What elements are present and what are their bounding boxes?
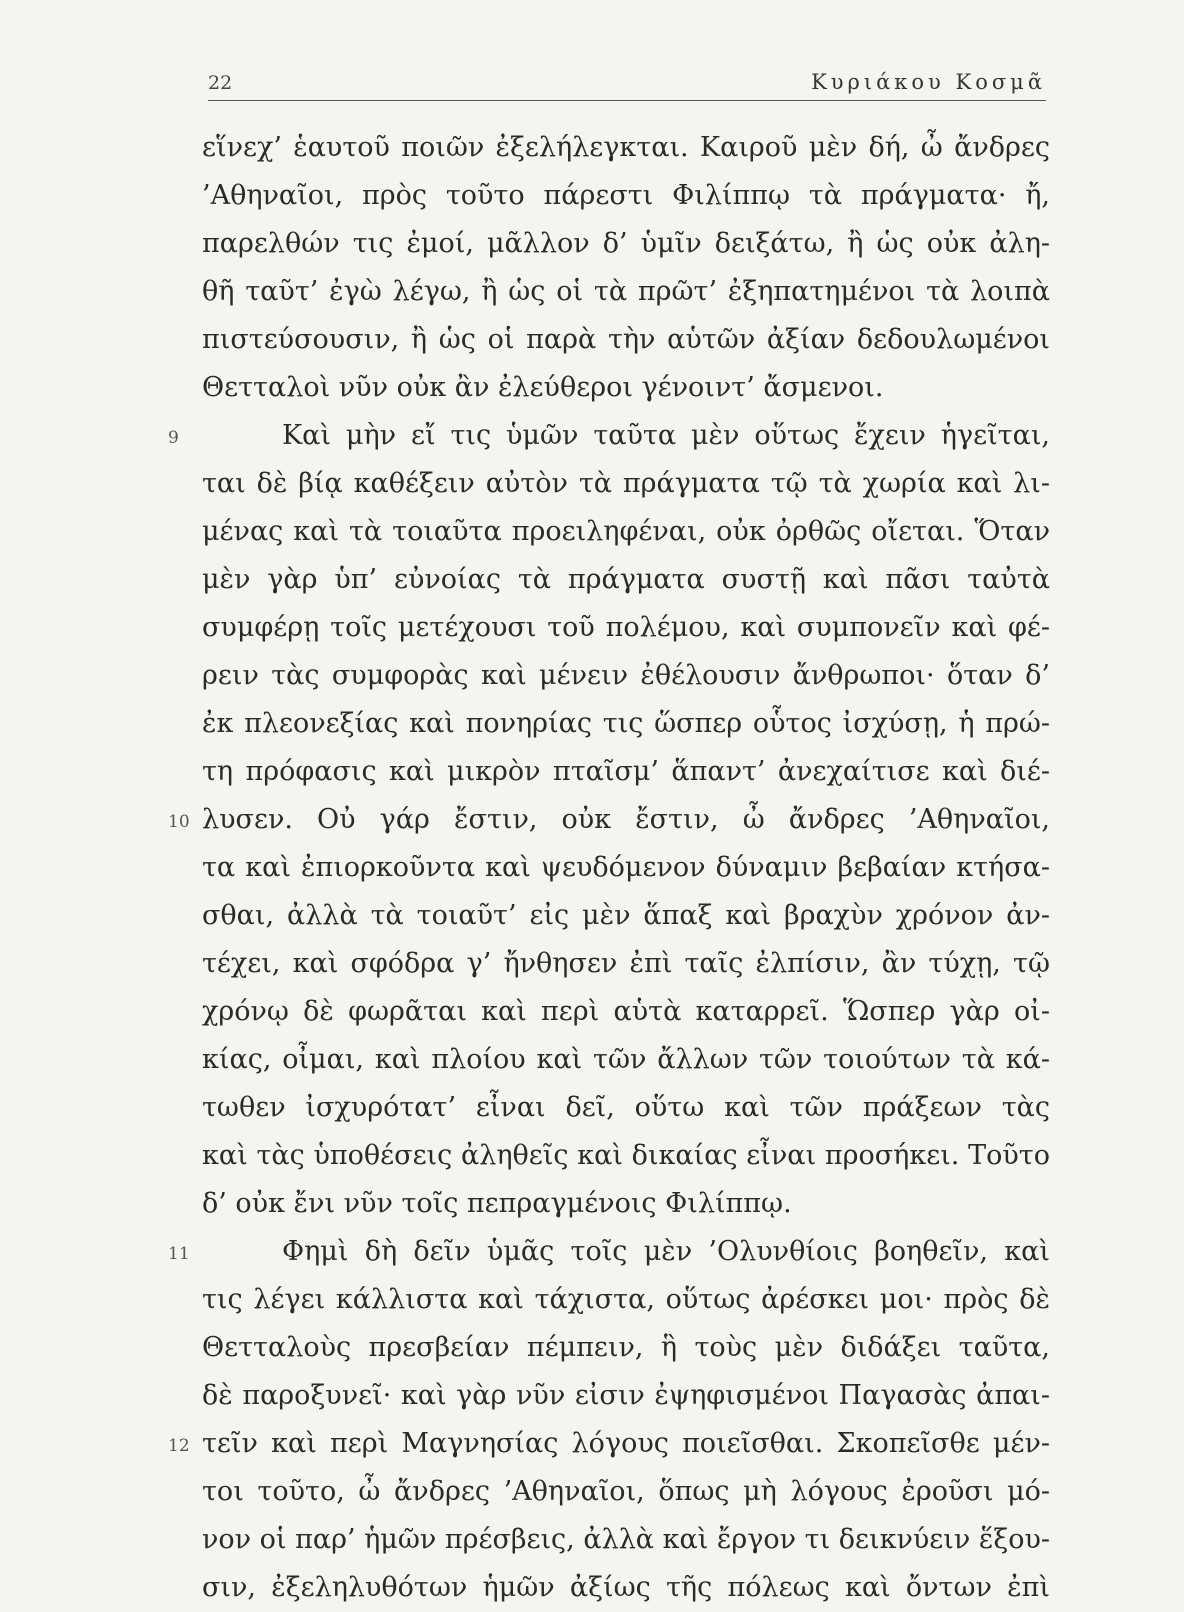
line-text: τωθεν ἰσχυρότατ’ εἶναι δεῖ, οὕτω καὶ τῶν πράξεων τὰς [202,1092,1050,1123]
line-text: δ’ οὐκ ἔνι νῦν τοῖς πεπραγμένοις Φιλίππῳ. [202,1188,792,1219]
line-text: κίας, οἶμαι, καὶ πλοίου καὶ τῶν ἄλλων τῶν τοιούτων τὰ κά- [202,1044,1050,1075]
text-line [202,1372,1050,1420]
line-text: παρελθών τις ἐμοί, μᾶλλον δ’ ὑμῖν δειξάτω, ἢ ὡς οὐκ ἀλη- [202,228,1050,259]
line-text: τη πρόφασις καὶ μικρὸν πταῖσμ’ ἅπαντ’ ἀνεχαίτισε καὶ διέ- [202,756,1050,787]
running-head: Κυριάκου Κοσμᾶ [811,70,1046,94]
line-text: τέχει, καὶ σφόδρα γ’ ἤνθησεν ἐπὶ ταῖς ἐλπίσιν, ἂν τύχῃ, τῷ [202,948,1050,979]
line-text: πιστεύσουσιν, ἢ ὡς οἱ παρὰ τὴν αὑτῶν ἀξίαν δεδουλωμένοι [202,324,1050,355]
text-line [202,652,1050,700]
text-line [202,940,1050,988]
text-line [202,268,1050,316]
text-line [202,316,1050,364]
line-text: Θετταλοὺς πρεσβείαν πέμπειν, ἣ τοὺς μὲν διδάξει ταῦτα, [202,1332,1050,1363]
text-line [168,1228,1050,1276]
text-line [202,1132,1050,1180]
line-text: ’Αθηναῖοι, πρὸς τοῦτο πάρεστι Φιλίππῳ τὰ πράγματα· ἤ, [202,180,1050,211]
line-text: Καὶ μὴν εἴ τις ὑμῶν ταῦτα μὲν οὕτως ἔχειν ἡγεῖται, [282,420,1050,451]
line-text: σθαι, ἀλλὰ τὰ τοιαῦτ’ εἰς μὲν ἅπαξ καὶ βραχὺν χρόνον ἀν- [202,900,1050,931]
line-text: λυσεν. Οὐ γάρ ἔστιν, οὐκ ἔστιν, ὦ ἄνδρες ’Αθηναῖοι, [202,804,1050,835]
text-line [202,172,1050,220]
text-line [202,1324,1050,1372]
line-text: εἵνεχ’ ἑαυτοῦ ποιῶν ἐξελήλεγκται. Καιροῦ μὲν δή, ὦ ἄνδρες [202,132,1050,163]
line-text: δὲ παροξυνεῖ· καὶ γὰρ νῦν εἰσιν ἐψηφισμένοι Παγασὰς ἀπαι- [202,1380,1050,1411]
line-text: θῆ ταῦτ’ ἐγὼ λέγω, ἢ ὡς οἱ τὰ πρῶτ’ ἐξηπατημένοι τὰ λοιπὰ [202,276,1050,307]
text-line [202,748,1050,796]
text-line [202,1036,1050,1084]
text-line [202,508,1050,556]
line-text: τις λέγει κάλλιστα καὶ τάχιστα, οὕτως ἀρέσκει μοι· πρὸς δὲ [202,1284,1050,1315]
line-text: συμφέρῃ τοῖς μετέχουσι τοῦ πολέμου, καὶ συμπονεῖν καὶ φέ- [202,612,1050,643]
section-number: 12 [168,1436,190,1456]
page-header [208,66,1046,101]
text-line [202,604,1050,652]
text-line [202,892,1050,940]
text-line [202,1276,1050,1324]
line-text: χρόνῳ δὲ φωρᾶται καὶ περὶ αὑτὰ καταρρεῖ. Ὥσπερ γὰρ οἰ- [202,996,1050,1027]
line-text: τοι τοῦτο, ὦ ἄνδρες ’Αθηναῖοι, ὅπως μὴ λόγους ἐροῦσι μό- [202,1476,1050,1507]
line-text: ἐκ πλεονεξίας καὶ πονηρίας τις ὥσπερ οὗτος ἰσχύσῃ, ἡ πρώ- [202,708,1050,739]
line-text: μὲν γὰρ ὑπ’ εὐνοίας τὰ πράγματα συστῇ καὶ πᾶσι ταὐτὰ [202,564,1050,595]
line-text: Φημὶ δὴ δεῖν ὑμᾶς τοῖς μὲν ’Ολυνθίοις βοηθεῖν, καὶ [282,1236,1050,1267]
text-line [168,412,1050,460]
line-text: νον οἱ παρ’ ἡμῶν πρέσβεις, ἀλλὰ καὶ ἔργον τι δεικνύειν ἕξου- [202,1524,1050,1555]
text-line [202,460,1050,508]
section-number: 11 [168,1244,190,1264]
line-text: Θετταλοὶ νῦν οὐκ ἂν ἐλεύθεροι γένοιντ’ ἄσμενοι. [202,372,884,403]
line-text: τεῖν καὶ περὶ Μαγνησίας λόγους ποιεῖσθαι. Σκοπεῖσθε μέν- [202,1428,1050,1459]
text-line [202,1468,1050,1516]
section-number: 10 [168,812,190,832]
text-line [202,220,1050,268]
section-number: 9 [168,428,179,448]
text-line [202,988,1050,1036]
text-line [202,1180,1050,1228]
page-number: 22 [208,72,233,94]
line-text: σιν, ἐξεληλυθότων ἡμῶν ἀξίως τῆς πόλεως καὶ ὄντων ἐπὶ [202,1572,1050,1603]
text-line [202,124,1050,172]
text-line [202,844,1050,892]
line-text: καὶ τὰς ὑποθέσεις ἀληθεῖς καὶ δικαίας εἶναι προσήκει. Τοῦτο [202,1140,1050,1171]
line-text: τα καὶ ἐπιορκοῦντα καὶ ψευδόμενον δύναμιν βεβαίαν κτήσα- [202,852,1050,883]
text-line [202,700,1050,748]
text-line [202,1564,1050,1612]
text-line [168,796,1050,844]
text-line [202,1516,1050,1564]
text-line [202,1084,1050,1132]
line-text: ρειν τὰς συμφορὰς καὶ μένειν ἐθέλουσιν ἄνθρωποι· ὅταν δ’ [202,660,1050,691]
line-text: ται δὲ βίᾳ καθέξειν αὐτὸν τὰ πράγματα τῷ τὰ χωρία καὶ λι- [202,468,1050,499]
line-text: μένας καὶ τὰ τοιαῦτα προειληφέναι, οὐκ ὀρθῶς οἴεται. Ὅταν [202,516,1050,547]
body-text [168,124,1050,1612]
text-line [202,556,1050,604]
text-line [168,1420,1050,1468]
text-line [202,364,1050,412]
